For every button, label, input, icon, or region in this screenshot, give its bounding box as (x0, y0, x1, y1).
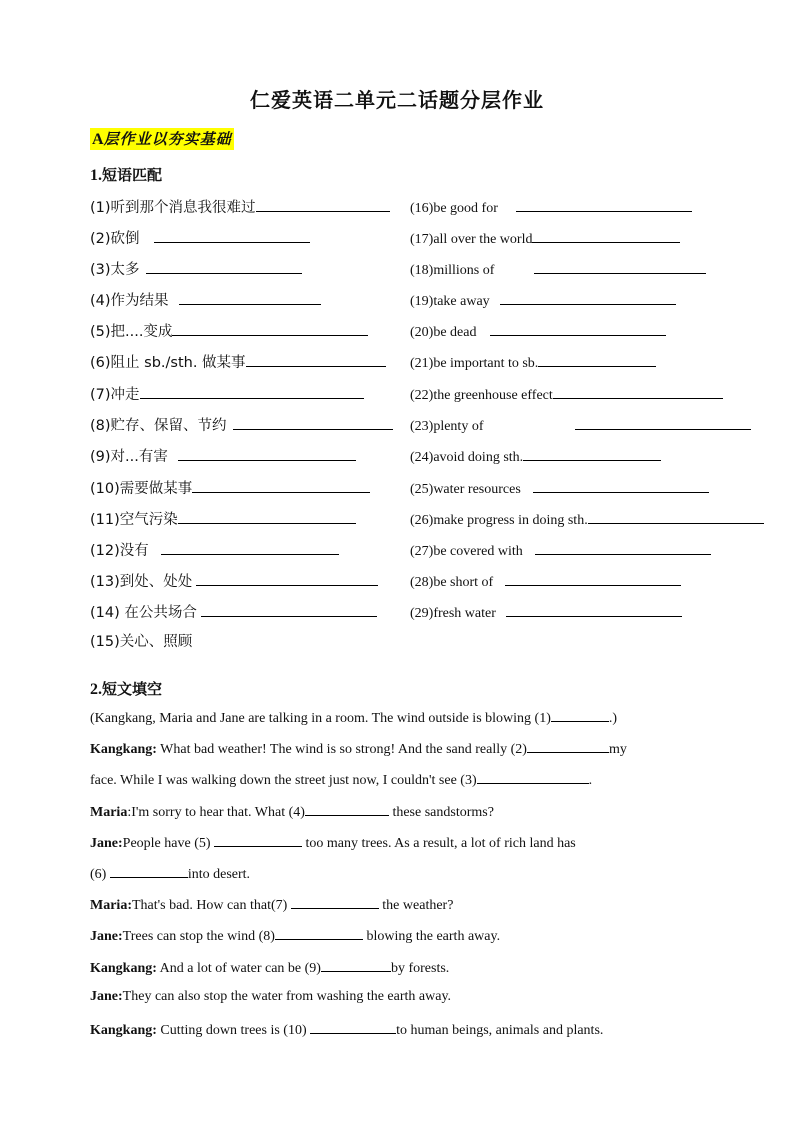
line-text-after: blowing the earth away. (362, 929, 501, 944)
answer-blank-5[interactable] (214, 830, 302, 847)
answer-blank[interactable] (588, 507, 764, 524)
phrase-label: (29)fresh water (410, 606, 496, 621)
answer-blank[interactable] (506, 600, 682, 617)
answer-blank-1[interactable] (551, 705, 609, 722)
passage-line-6 (90, 861, 250, 883)
banner-text: 层作业以夯实基础 (103, 130, 232, 148)
answer-blank[interactable] (196, 569, 378, 586)
answer-blank[interactable] (553, 382, 723, 399)
line-text-after: . (588, 773, 593, 788)
phrase-item-24 (410, 444, 661, 466)
answer-blank[interactable] (575, 413, 751, 430)
phrase-label: (4)作为结果 (90, 293, 169, 309)
line-text: (6) (90, 867, 110, 882)
phrase-label: (8)贮存、保留、节约 (90, 418, 227, 434)
passage-line-8 (90, 923, 500, 945)
answer-blank[interactable] (533, 476, 709, 493)
phrase-label: (3)太多 (90, 262, 140, 278)
answer-blank[interactable] (172, 319, 368, 336)
answer-blank[interactable] (256, 195, 390, 212)
phrase-label: (13)到处、处处 (90, 574, 193, 590)
line-text: And a lot of water can be (9) (156, 961, 321, 976)
banner-level-letter: A (92, 131, 104, 148)
phrase-label: (6)阻止 sb./sth. 做某事 (90, 355, 246, 371)
line-text-after: into desert. (187, 867, 251, 882)
answer-blank[interactable] (516, 195, 692, 212)
line-text-after: to human beings, animals and plants. (396, 1023, 604, 1038)
phrase-item-11 (90, 507, 356, 529)
answer-blank[interactable] (154, 226, 310, 243)
line-text: Cutting down trees is (10) (156, 1023, 311, 1038)
answer-blank-6[interactable] (110, 861, 188, 878)
phrase-label: (11)空气污染 (90, 512, 178, 528)
phrase-label: (15)关心、照顾 (90, 634, 193, 650)
answer-blank[interactable] (500, 288, 676, 305)
phrase-item-12 (90, 538, 339, 560)
phrase-label: (2)砍倒 (90, 231, 140, 247)
phrase-label: (1)听到那个消息我很难过 (90, 200, 256, 216)
speaker: Kangkang: (90, 961, 157, 976)
section2-title: 短文填空 (102, 680, 163, 698)
phrase-label: (28)be short of (410, 575, 494, 590)
answer-blank[interactable] (179, 288, 321, 305)
answer-blank[interactable] (161, 538, 339, 555)
phrase-label: (18)millions of (410, 263, 495, 278)
phrase-label: (5)把....变成 (90, 324, 173, 340)
phrase-label: (20)be dead (410, 325, 477, 340)
line-text-after: too many trees. As a result, a lot of rich land has (302, 836, 576, 851)
phrase-item-21 (410, 350, 656, 372)
answer-blank[interactable] (201, 600, 377, 617)
phrase-item-17 (410, 226, 680, 248)
page-title: 仁爱英语二单元二话题分层作业 (250, 88, 544, 112)
phrase-label: (12)没有 (90, 543, 149, 559)
passage-line-11 (90, 1017, 603, 1039)
answer-blank-7[interactable] (291, 892, 379, 909)
line-text: face. While I was walking down the street just now, I couldn't see (3) (90, 773, 477, 788)
phrase-label: (24)avoid doing sth. (410, 450, 524, 465)
section1-heading (90, 164, 162, 185)
passage-line-10 (90, 986, 451, 1008)
line-text-after: by forests. (390, 961, 450, 976)
section1-number: 1. (90, 167, 102, 184)
level-a-banner (90, 128, 234, 150)
speaker: Kangkang: (90, 742, 157, 757)
phrase-item-1 (90, 195, 390, 217)
line-text: Trees can stop the wind (8) (122, 929, 275, 944)
phrase-item-22 (410, 382, 723, 404)
answer-blank[interactable] (233, 413, 393, 430)
phrase-label: (16)be good for (410, 201, 498, 216)
answer-blank[interactable] (490, 319, 666, 336)
phrase-item-14 (90, 600, 377, 622)
phrase-label: (22)the greenhouse effect (410, 388, 553, 403)
answer-blank-10[interactable] (310, 1017, 396, 1034)
answer-blank[interactable] (146, 257, 302, 274)
phrase-label: (17)all over the world (410, 232, 533, 247)
answer-blank[interactable] (534, 257, 706, 274)
phrase-item-20 (410, 319, 666, 341)
answer-blank-3[interactable] (477, 767, 589, 784)
line-text: That's bad. How can that(7) (131, 898, 291, 913)
phrase-item-19 (410, 288, 676, 310)
phrase-label: (10)需要做某事 (90, 481, 193, 497)
phrase-item-9 (90, 444, 356, 466)
answer-blank-2[interactable] (527, 736, 609, 753)
speaker: Jane: (90, 836, 123, 851)
answer-blank[interactable] (538, 350, 656, 367)
line-text: People have (5) (122, 836, 215, 851)
phrase-item-29 (410, 600, 682, 622)
speaker: Jane: (90, 929, 123, 944)
answer-blank-8[interactable] (275, 923, 363, 940)
section2-heading (90, 678, 162, 699)
phrase-label: (14) 在公共场合 (90, 605, 197, 621)
line-text-after: these sandstorms? (388, 805, 494, 820)
answer-blank[interactable] (192, 476, 370, 493)
passage-line-1 (90, 705, 617, 727)
answer-blank[interactable] (178, 444, 356, 461)
answer-blank[interactable] (523, 444, 661, 461)
phrase-item-4 (90, 288, 321, 310)
answer-blank[interactable] (140, 382, 364, 399)
phrase-item-15 (90, 631, 192, 653)
phrase-item-23 (410, 413, 751, 435)
phrase-item-7 (90, 382, 364, 404)
passage-line-5 (90, 830, 576, 852)
phrase-item-3 (90, 257, 302, 279)
line-text-after: .) (608, 711, 618, 726)
line-text-after: my (608, 742, 627, 757)
answer-blank[interactable] (178, 507, 356, 524)
line-text: What bad weather! The wind is so strong! And the sand really (2) (156, 742, 527, 757)
speaker: Jane: (90, 989, 123, 1004)
phrase-label: (21)be important to sb. (410, 356, 539, 371)
phrase-item-13 (90, 569, 378, 591)
answer-blank[interactable] (532, 226, 680, 243)
phrase-label: (9)对...有害 (90, 449, 168, 465)
passage-line-2 (90, 736, 627, 758)
passage-line-3 (90, 767, 592, 789)
phrase-label: (23)plenty of (410, 419, 484, 434)
passage-line-4 (90, 799, 494, 821)
passage-line-7 (90, 892, 453, 914)
phrase-item-8 (90, 413, 393, 435)
phrase-item-27 (410, 538, 711, 560)
phrase-item-16 (410, 195, 692, 217)
line-text: :I'm sorry to hear that. What (4) (127, 805, 305, 820)
line-text: They can also stop the water from washing the earth away. (122, 989, 452, 1004)
section2-number: 2. (90, 681, 102, 698)
answer-blank[interactable] (246, 350, 386, 367)
phrase-item-2 (90, 226, 310, 248)
phrase-item-10 (90, 476, 370, 498)
phrase-item-18 (410, 257, 706, 279)
phrase-item-5 (90, 319, 368, 341)
phrase-label: (27)be covered with (410, 544, 523, 559)
speaker: Kangkang: (90, 1023, 157, 1038)
passage-line-9 (90, 955, 449, 977)
phrase-label: (19)take away (410, 294, 490, 309)
speaker: Maria: (90, 898, 132, 913)
phrase-label: (26)make progress in doing sth. (410, 513, 588, 528)
speaker: Maria (90, 805, 128, 820)
answer-blank[interactable] (505, 569, 681, 586)
phrase-label: (7)冲走 (90, 387, 140, 403)
answer-blank-9[interactable] (321, 955, 391, 972)
phrase-item-28 (410, 569, 681, 591)
phrase-item-26 (410, 507, 764, 529)
line-text-after: the weather? (378, 898, 454, 913)
phrase-label: (25)water resources (410, 482, 521, 497)
section1-title: 短语匹配 (102, 166, 163, 184)
phrase-item-6 (90, 350, 386, 372)
answer-blank[interactable] (535, 538, 711, 555)
line-text: (Kangkang, Maria and Jane are talking in a room. The wind outside is blowing (1) (90, 711, 551, 726)
phrase-item-25 (410, 476, 709, 498)
answer-blank-4[interactable] (305, 799, 389, 816)
